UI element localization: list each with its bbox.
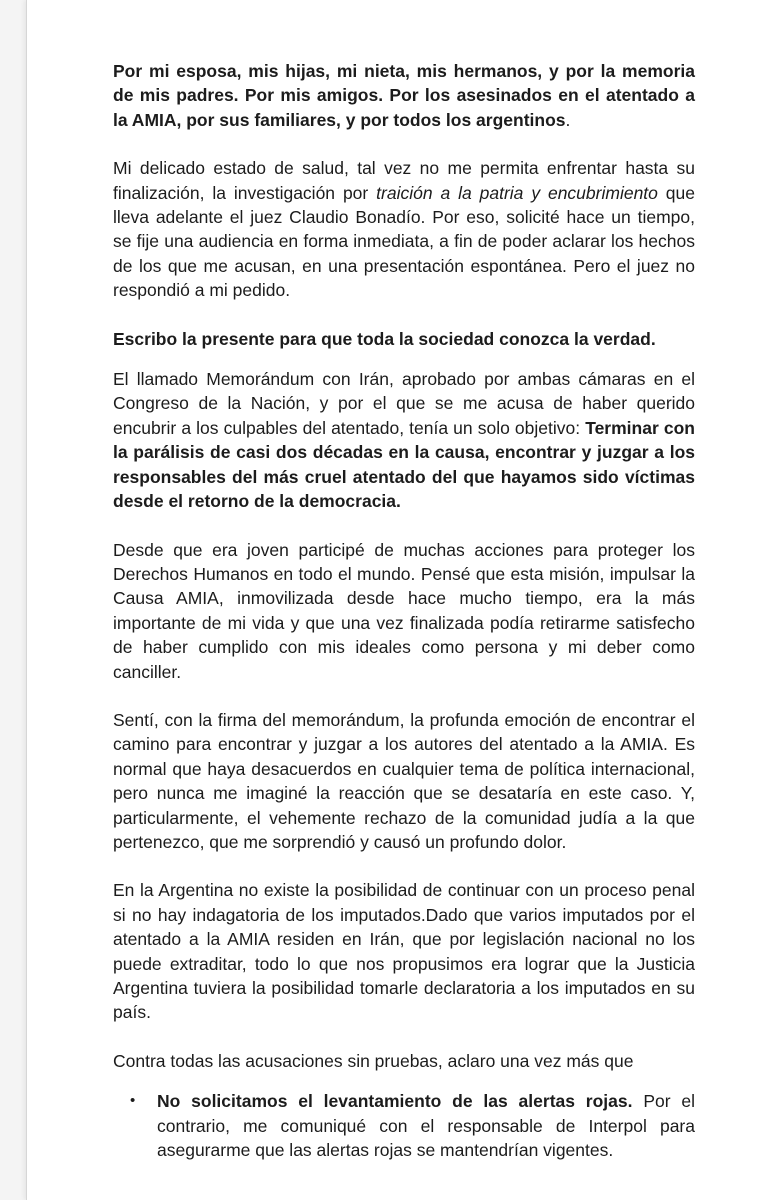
health-text-end: que lleva adelante el juez Claudio Bonadío. Por eso, solicité hace un tiempo, se fije una audiencia en forma inmediata, a fin de poder aclarar los hechos de los que me acusan, en una presentación espontánea. Pero el juez no respondió a mi pedido. [113,182,696,301]
bullet-text: Por el contrario, me comuniqué con el responsable de Interpol para asegurarme que las alertas rojas se mantendrían vigentes. [157,1091,695,1161]
document-page [26,0,780,1200]
bullet-bold-text: No solicitamos el levantamiento de las alertas rojas. [157,1091,633,1112]
purpose-bold-text: Escribo la presente para que toda la sociedad conozca la verdad. [113,328,656,349]
health-italic-charges: traición a la patria y encubrimiento [376,182,658,203]
paragraph-purpose [113,327,695,351]
paragraph-memorandum [113,367,695,513]
dedication-period: . [565,109,571,130]
clarification-list [113,1089,695,1162]
paragraph-health [113,156,695,302]
paragraph-human-rights: Desde que era joven participé de muchas acciones para proteger los Derechos Humanos en todo el mundo. Pensé que esta misión, impulsar la Causa AMIA, inmovilizada desde hace mucho tiempo, era la más importante de mi vida y que una vez finalizada podía retirarme satisfecho de haber cumplido con mis ideales como persona y mi deber como canciller. [113,539,695,682]
paragraph-clarification: Contra todas las acusaciones sin pruebas, aclaro una vez más que [113,1050,634,1071]
list-item [130,1089,695,1162]
memorandum-bold-objective: Terminar con la parálisis de casi dos décadas en la causa, encontrar y juzgar a los responsables del más cruel atentado del que hayamos sido víctimas desde el retorno de la democracia. [113,417,695,512]
paragraph-signature-emotion: Sentí, con la firma del memorándum, la profunda emoción de encontrar el camino para encontrar y juzgar a los autores del atentado a la AMIA. Es normal que haya desacuerdos en cualquier tema de política internacional, pero nunca me imaginé la reacción que se desataría en este caso. Y, particularmente, el vehemente rechazo de la comunidad judía a la que pertenezco, que me sorprendió y causó un profundo dolor. [113,709,695,852]
memorandum-text: El llamado Memorándum con Irán, aprobado por ambas cámaras en el Congreso de la Nación, y por el que se me acusa de haber querido encubrir a los culpables del atentado, tenía un solo objetivo: [113,369,695,438]
letter-body [113,59,695,1162]
dedication-bold-text: Por mi esposa, mis hijas, mi nieta, mis hermanos, y por la memoria de mis padres. Por mis amigos. Por los asesinados en el atentado a la AMIA, por sus familiares, y por todos los argentinos [113,61,695,130]
paragraph-dedication [113,59,695,132]
health-text-start: Mi delicado estado de salud, tal vez no me permita enfrentar hasta su finalización, la investigación por [113,158,695,203]
bullet-marker: • [130,1092,136,1110]
paragraph-legal-process: En la Argentina no existe la posibilidad de continuar con un proceso penal si no hay indagatoria de los imputados.Dado que varios imputados por el atentado a la AMIA residen en Irán, que por legislación nacional no los puede extraditar, todo lo que nos propusimos era lograr que la Justicia Argentina tuviera la posibilidad tomarle declaratoria a los imputados en su país. [113,880,695,1023]
